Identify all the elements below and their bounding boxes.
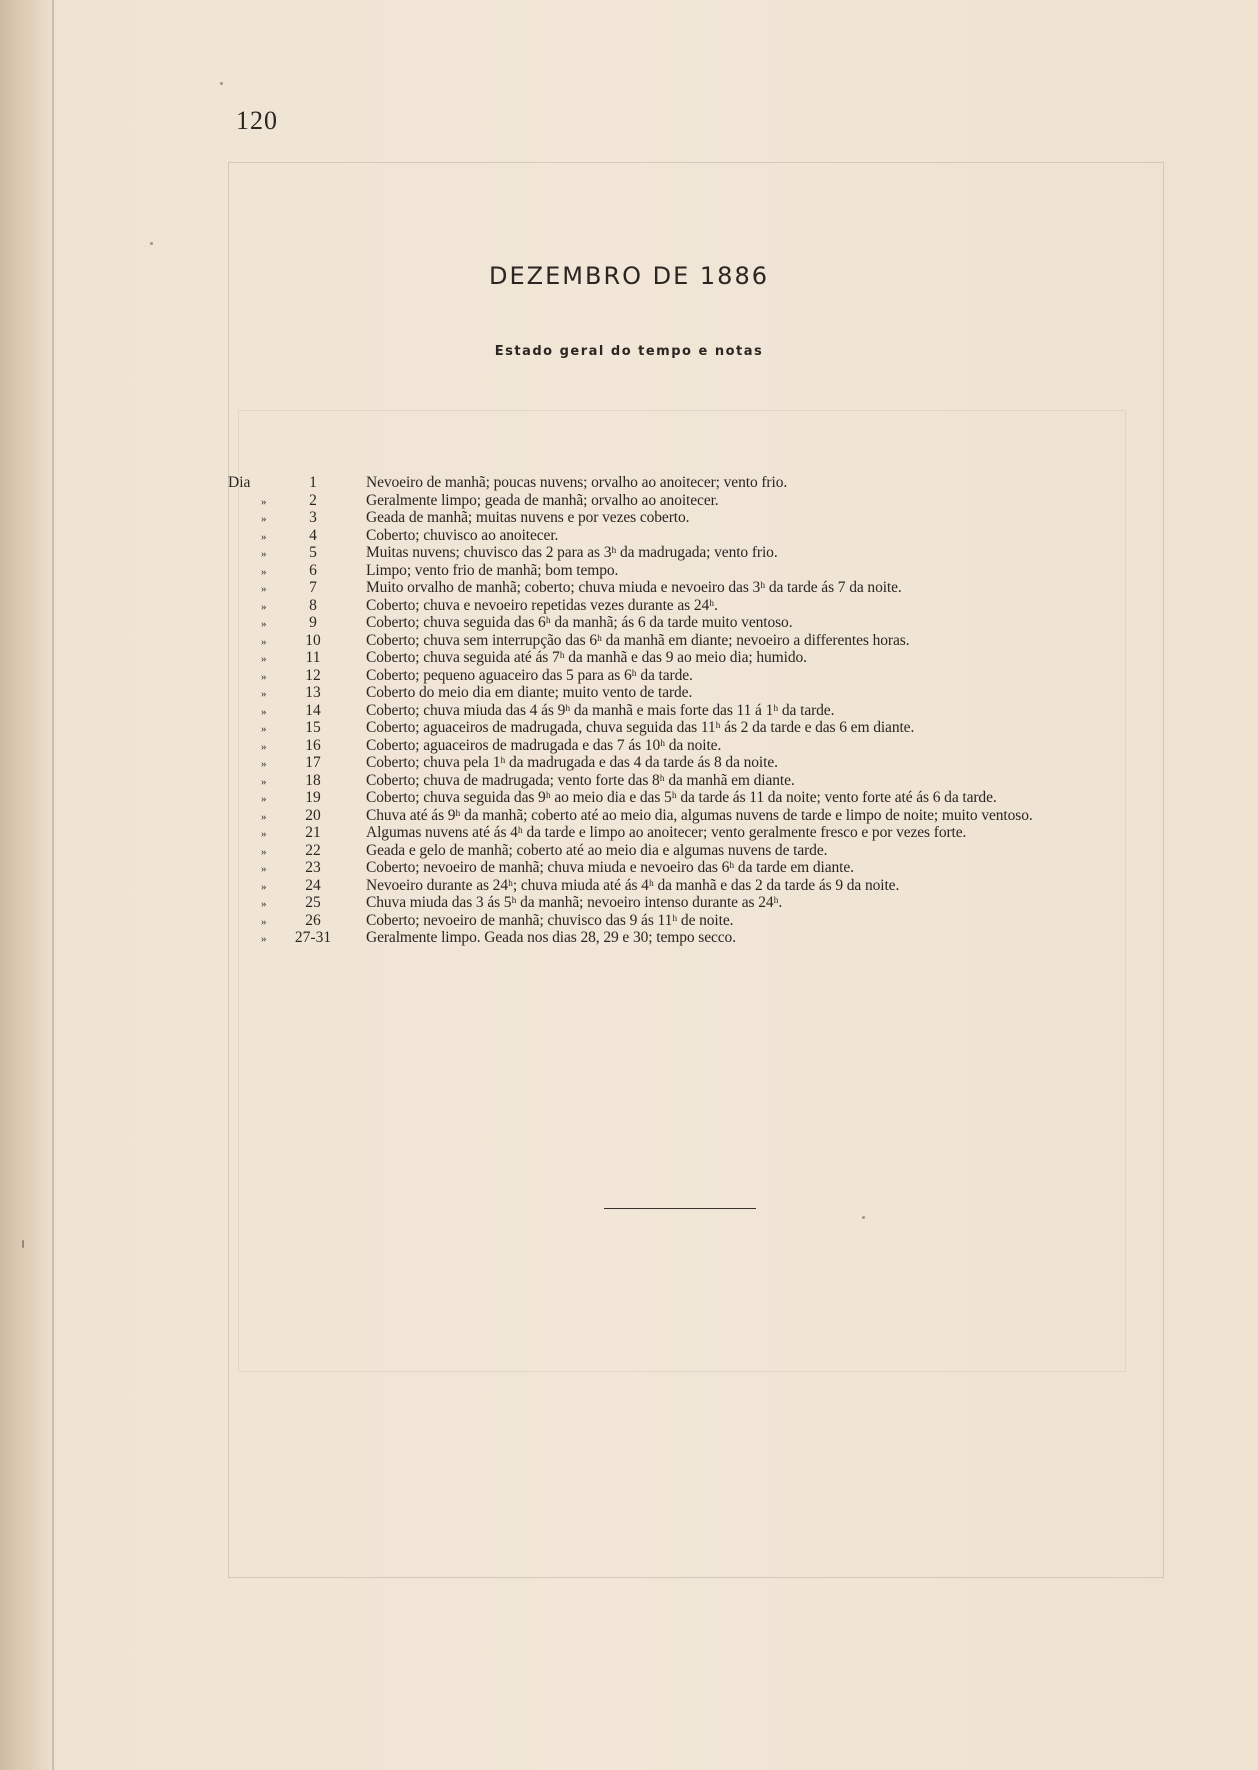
entry-row — [228, 684, 1228, 702]
ditto-mark: » — [261, 828, 267, 840]
entry-row — [228, 562, 1228, 580]
weather-note: Coberto; chuvisco ao anoitecer. — [366, 526, 559, 544]
weather-note: Coberto; aguaceiros de madrugada, chuva seguida das 11ʰ ás 2 da tarde e das 6 em diante. — [366, 719, 915, 736]
entry-row — [228, 737, 1228, 755]
ditto-mark: » — [261, 898, 267, 910]
day-number: 23 — [305, 859, 321, 876]
day-number: 7 — [309, 579, 317, 596]
ditto-mark: » — [261, 775, 267, 788]
entry-row — [228, 772, 1228, 790]
day-number: 26 — [305, 911, 321, 929]
day-number: 3 — [309, 509, 317, 526]
day-number: 25 — [305, 894, 321, 911]
entry-row — [228, 842, 1228, 860]
day-number: 17 — [305, 754, 321, 771]
day-number: 19 — [305, 789, 321, 806]
ditto-mark: » — [261, 793, 267, 805]
entry-row — [228, 719, 1228, 737]
day-number: 6 — [309, 561, 317, 579]
ditto-mark: » — [261, 513, 267, 525]
day-number: 14 — [305, 701, 321, 719]
weather-note: Coberto; nevoeiro de manhã; chuva miuda e nevoeiro das 6ʰ da tarde em diante. — [366, 859, 854, 876]
weather-note: Nevoeiro durante as 24ʰ; chuva miuda até ás 4ʰ da manhã e das 2 da tarde ás 9 da noite. — [366, 876, 900, 894]
day-number: 21 — [305, 824, 321, 841]
ditto-mark: » — [261, 495, 267, 508]
weather-note: Muitas nuvens; chuvisco das 2 para as 3ʰ da madrugada; vento frio. — [366, 544, 778, 561]
paper-speck — [22, 1240, 24, 1248]
weather-note: Geada de manhã; muitas nuvens e por vezes coberto. — [366, 509, 690, 526]
ditto-mark: » — [261, 583, 267, 595]
weather-note: Coberto; pequeno aguaceiro das 5 para as 6ʰ da tarde. — [366, 666, 693, 684]
ditto-mark: » — [261, 670, 267, 683]
weather-note: Geralmente limpo; geada de manhã; orvalho ao anoitecer. — [366, 491, 719, 509]
weather-note: Coberto; nevoeiro de manhã; chuvisco das 9 ás 11ʰ de noite. — [366, 911, 734, 929]
ditto-mark: » — [261, 810, 267, 823]
day-number: 9 — [309, 614, 317, 631]
entry-row — [228, 824, 1228, 842]
day-number: 11 — [305, 649, 321, 666]
weather-note: Coberto; chuva de madrugada; vento forte das 8ʰ da manhã em diante. — [366, 771, 795, 789]
day-number: 1 — [309, 474, 317, 491]
weather-note: Coberto; chuva e nevoeiro repetidas vezes durante as 24ʰ. — [366, 596, 718, 614]
ditto-mark: » — [261, 705, 267, 718]
day-number: 4 — [309, 526, 317, 544]
ditto-mark: » — [261, 600, 267, 613]
ditto-mark: » — [261, 723, 267, 735]
entry-row — [228, 929, 1228, 947]
weather-note: Coberto; chuva seguida das 6ʰ da manhã; ás 6 da tarde muito ventoso. — [366, 614, 793, 631]
entry-row — [228, 527, 1228, 545]
section-subtitle: Estado geral do tempo e notas — [494, 344, 764, 359]
weather-note: Coberto; chuva pela 1ʰ da madrugada e das 4 da tarde ás 8 da noite. — [366, 754, 778, 771]
weather-note: Coberto do meio dia em diante; muito vento de tarde. — [366, 684, 693, 701]
day-number: 15 — [305, 719, 321, 736]
ditto-mark: » — [261, 635, 267, 648]
entry-row — [228, 789, 1228, 807]
day-number: 2 — [309, 491, 317, 509]
day-number: 24 — [305, 876, 321, 894]
weather-note: Algumas nuvens até ás 4ʰ da tarde e limpo ao anoitecer; vento geralmente fresco e por vezes forte. — [366, 824, 967, 841]
entry-row — [228, 877, 1228, 895]
ditto-mark: » — [261, 565, 267, 578]
day-number: 10 — [305, 631, 321, 649]
day-number: 13 — [305, 684, 321, 701]
day-number: 18 — [305, 771, 321, 789]
entry-row — [228, 912, 1228, 930]
entry-row — [228, 894, 1228, 912]
weather-note: Geada e gelo de manhã; coberto até ao meio dia e algumas nuvens de tarde. — [366, 841, 828, 859]
entry-row — [228, 807, 1228, 825]
ditto-mark: » — [261, 740, 267, 753]
entry-row — [228, 754, 1228, 772]
day-number: 27-31 — [294, 929, 332, 946]
page-number: 120 — [236, 106, 278, 135]
ditto-mark: » — [261, 863, 267, 875]
weather-note: Chuva até ás 9ʰ da manhã; coberto até ao meio dia, algumas nuvens de tarde e limpo de noite; muito ventoso. — [366, 806, 1033, 824]
day-number: 12 — [305, 666, 321, 684]
page-title: DEZEMBRO DE 1886 — [489, 262, 769, 290]
entry-row — [228, 474, 1228, 492]
entry-row — [228, 614, 1228, 632]
paper-speck — [862, 1216, 865, 1219]
weather-note: Coberto; chuva seguida até ás 7ʰ da manhã e das 9 ao meio dia; humido. — [366, 649, 807, 666]
entry-row — [228, 859, 1228, 877]
ditto-mark: » — [261, 880, 267, 893]
weather-note: Nevoeiro de manhã; poucas nuvens; orvalho ao anoitecer; vento frio. — [366, 474, 788, 491]
day-number: 20 — [305, 806, 321, 824]
paper-speck — [150, 242, 153, 245]
ditto-mark: » — [261, 653, 267, 665]
ditto-mark: » — [261, 530, 267, 543]
entry-row — [228, 667, 1228, 685]
weather-note: Coberto; aguaceiros de madrugada e das 7 ás 10ʰ da noite. — [366, 736, 722, 754]
entry-row — [228, 544, 1228, 562]
weather-note: Chuva miuda das 3 ás 5ʰ da manhã; nevoeiro intenso durante as 24ʰ. — [366, 894, 783, 911]
day-number: 5 — [309, 544, 317, 561]
day-number: 16 — [305, 736, 321, 754]
day-label: Dia — [228, 474, 251, 491]
weather-notes-list — [228, 474, 1228, 947]
end-rule — [604, 1208, 756, 1209]
entry-row — [228, 509, 1228, 527]
weather-note: Coberto; chuva miuda das 4 ás 9ʰ da manhã e mais forte das 11 á 1ʰ da tarde. — [366, 701, 835, 719]
ditto-mark: » — [261, 618, 267, 630]
entry-row — [228, 597, 1228, 615]
entry-row — [228, 579, 1228, 597]
ditto-mark: » — [261, 548, 267, 560]
entry-row — [228, 492, 1228, 510]
ditto-mark: » — [261, 758, 267, 770]
weather-note: Coberto; chuva sem interrupção das 6ʰ da manhã em diante; nevoeiro a differentes horas. — [366, 631, 910, 649]
ditto-mark: » — [261, 915, 267, 928]
entry-row — [228, 702, 1228, 720]
entry-row — [228, 632, 1228, 650]
day-number: 22 — [305, 841, 321, 859]
weather-note: Geralmente limpo. Geada nos dias 28, 29 e 30; tempo secco. — [366, 929, 736, 946]
weather-note: Muito orvalho de manhã; coberto; chuva miuda e nevoeiro das 3ʰ da tarde ás 7 da noite. — [366, 579, 902, 596]
ditto-mark: » — [261, 933, 267, 945]
weather-note: Limpo; vento frio de manhã; bom tempo. — [366, 561, 619, 579]
paper-speck — [220, 82, 223, 85]
ditto-mark: » — [261, 845, 267, 858]
entry-row — [228, 649, 1228, 667]
weather-note: Coberto; chuva seguida das 9ʰ ao meio dia e das 5ʰ da tarde ás 11 da noite; vento forte até ás 6 da tarde. — [366, 789, 997, 806]
ditto-mark: » — [261, 688, 267, 700]
day-number: 8 — [309, 596, 317, 614]
